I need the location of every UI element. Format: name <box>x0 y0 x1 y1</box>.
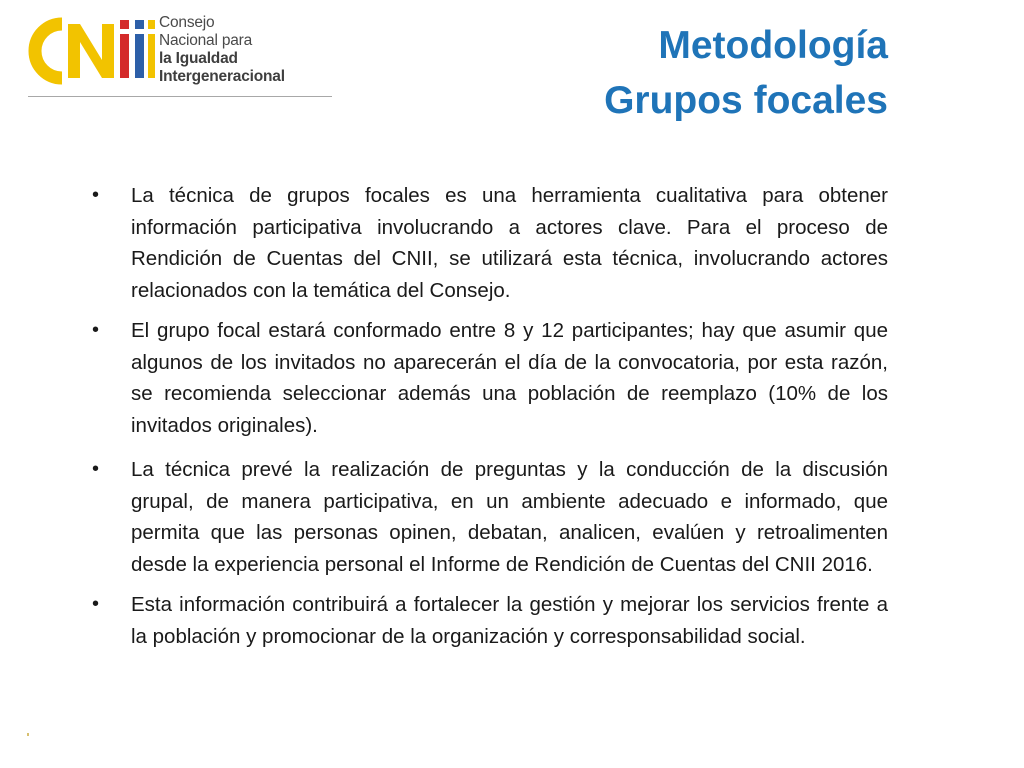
bullet-item <box>92 180 888 306</box>
logo-dot-yellow <box>148 20 155 29</box>
cnii-logo-mark <box>28 16 156 86</box>
header-divider <box>28 96 332 97</box>
logo-letter-i-yellow <box>148 34 155 78</box>
logo-letter-i-red <box>120 34 129 78</box>
cnii-logo <box>28 10 333 100</box>
bullet-item <box>92 315 888 441</box>
bullet-item <box>92 454 888 580</box>
bullet-dot-icon: • <box>92 184 100 206</box>
logo-name-line-3: la Igualdad <box>159 50 238 67</box>
bullet-text: Esta información contribuirá a fortalecer la gestión y mejorar los servicios frente a la población y promocionar de la organización y corresponsabilidad social. <box>131 593 888 648</box>
logo-dot-red <box>120 20 129 29</box>
logo-letter-c <box>35 24 62 78</box>
logo-name-line-4: Intergeneracional <box>159 68 285 85</box>
bullet-text: El grupo focal estará conformado entre 8 y 12 participantes; hay que asumir que algunos de los invitados no aparecerán el día de la convocatoria, por esta razón, se recomienda seleccionar además una población de reemplazo (10% de los invitados originales). <box>131 319 888 437</box>
slide-title-line-2: Grupos focales <box>604 79 888 122</box>
logo-letter-i-blue <box>135 34 144 78</box>
bullet-item <box>92 589 888 652</box>
logo-letter-n <box>68 24 114 78</box>
slide-title <box>604 18 888 128</box>
slide-title-line-1: Metodología <box>658 24 888 67</box>
logo-name-line-1: Consejo <box>159 14 215 31</box>
bullet-text: La técnica de grupos focales es una herramienta cualitativa para obtener información participativa involucrando a actores clave. Para el proceso de Rendición de Cuentas del CNII, se utilizará esta técnica, involucrando actores relacionados con la temática del Consejo. <box>131 184 888 302</box>
logo-dot-blue <box>135 20 144 29</box>
bullet-dot-icon: • <box>92 593 100 615</box>
bullet-dot-icon: • <box>92 458 100 480</box>
bullet-list <box>92 180 888 652</box>
bullet-text: La técnica prevé la realización de preguntas y la conducción de la discusión grupal, de manera participativa, en un ambiente adecuado e informado, que permita que las personas opinen, debatan, analicen, evalúen y retroalimenten desde la experiencia personal el Informe de Rendición de Cuentas del CNII 2016. <box>131 458 888 576</box>
decorative-dot <box>27 733 29 736</box>
logo-name-line-2: Nacional para <box>159 32 253 49</box>
logo-name <box>159 14 285 86</box>
bullet-dot-icon: • <box>92 319 100 341</box>
